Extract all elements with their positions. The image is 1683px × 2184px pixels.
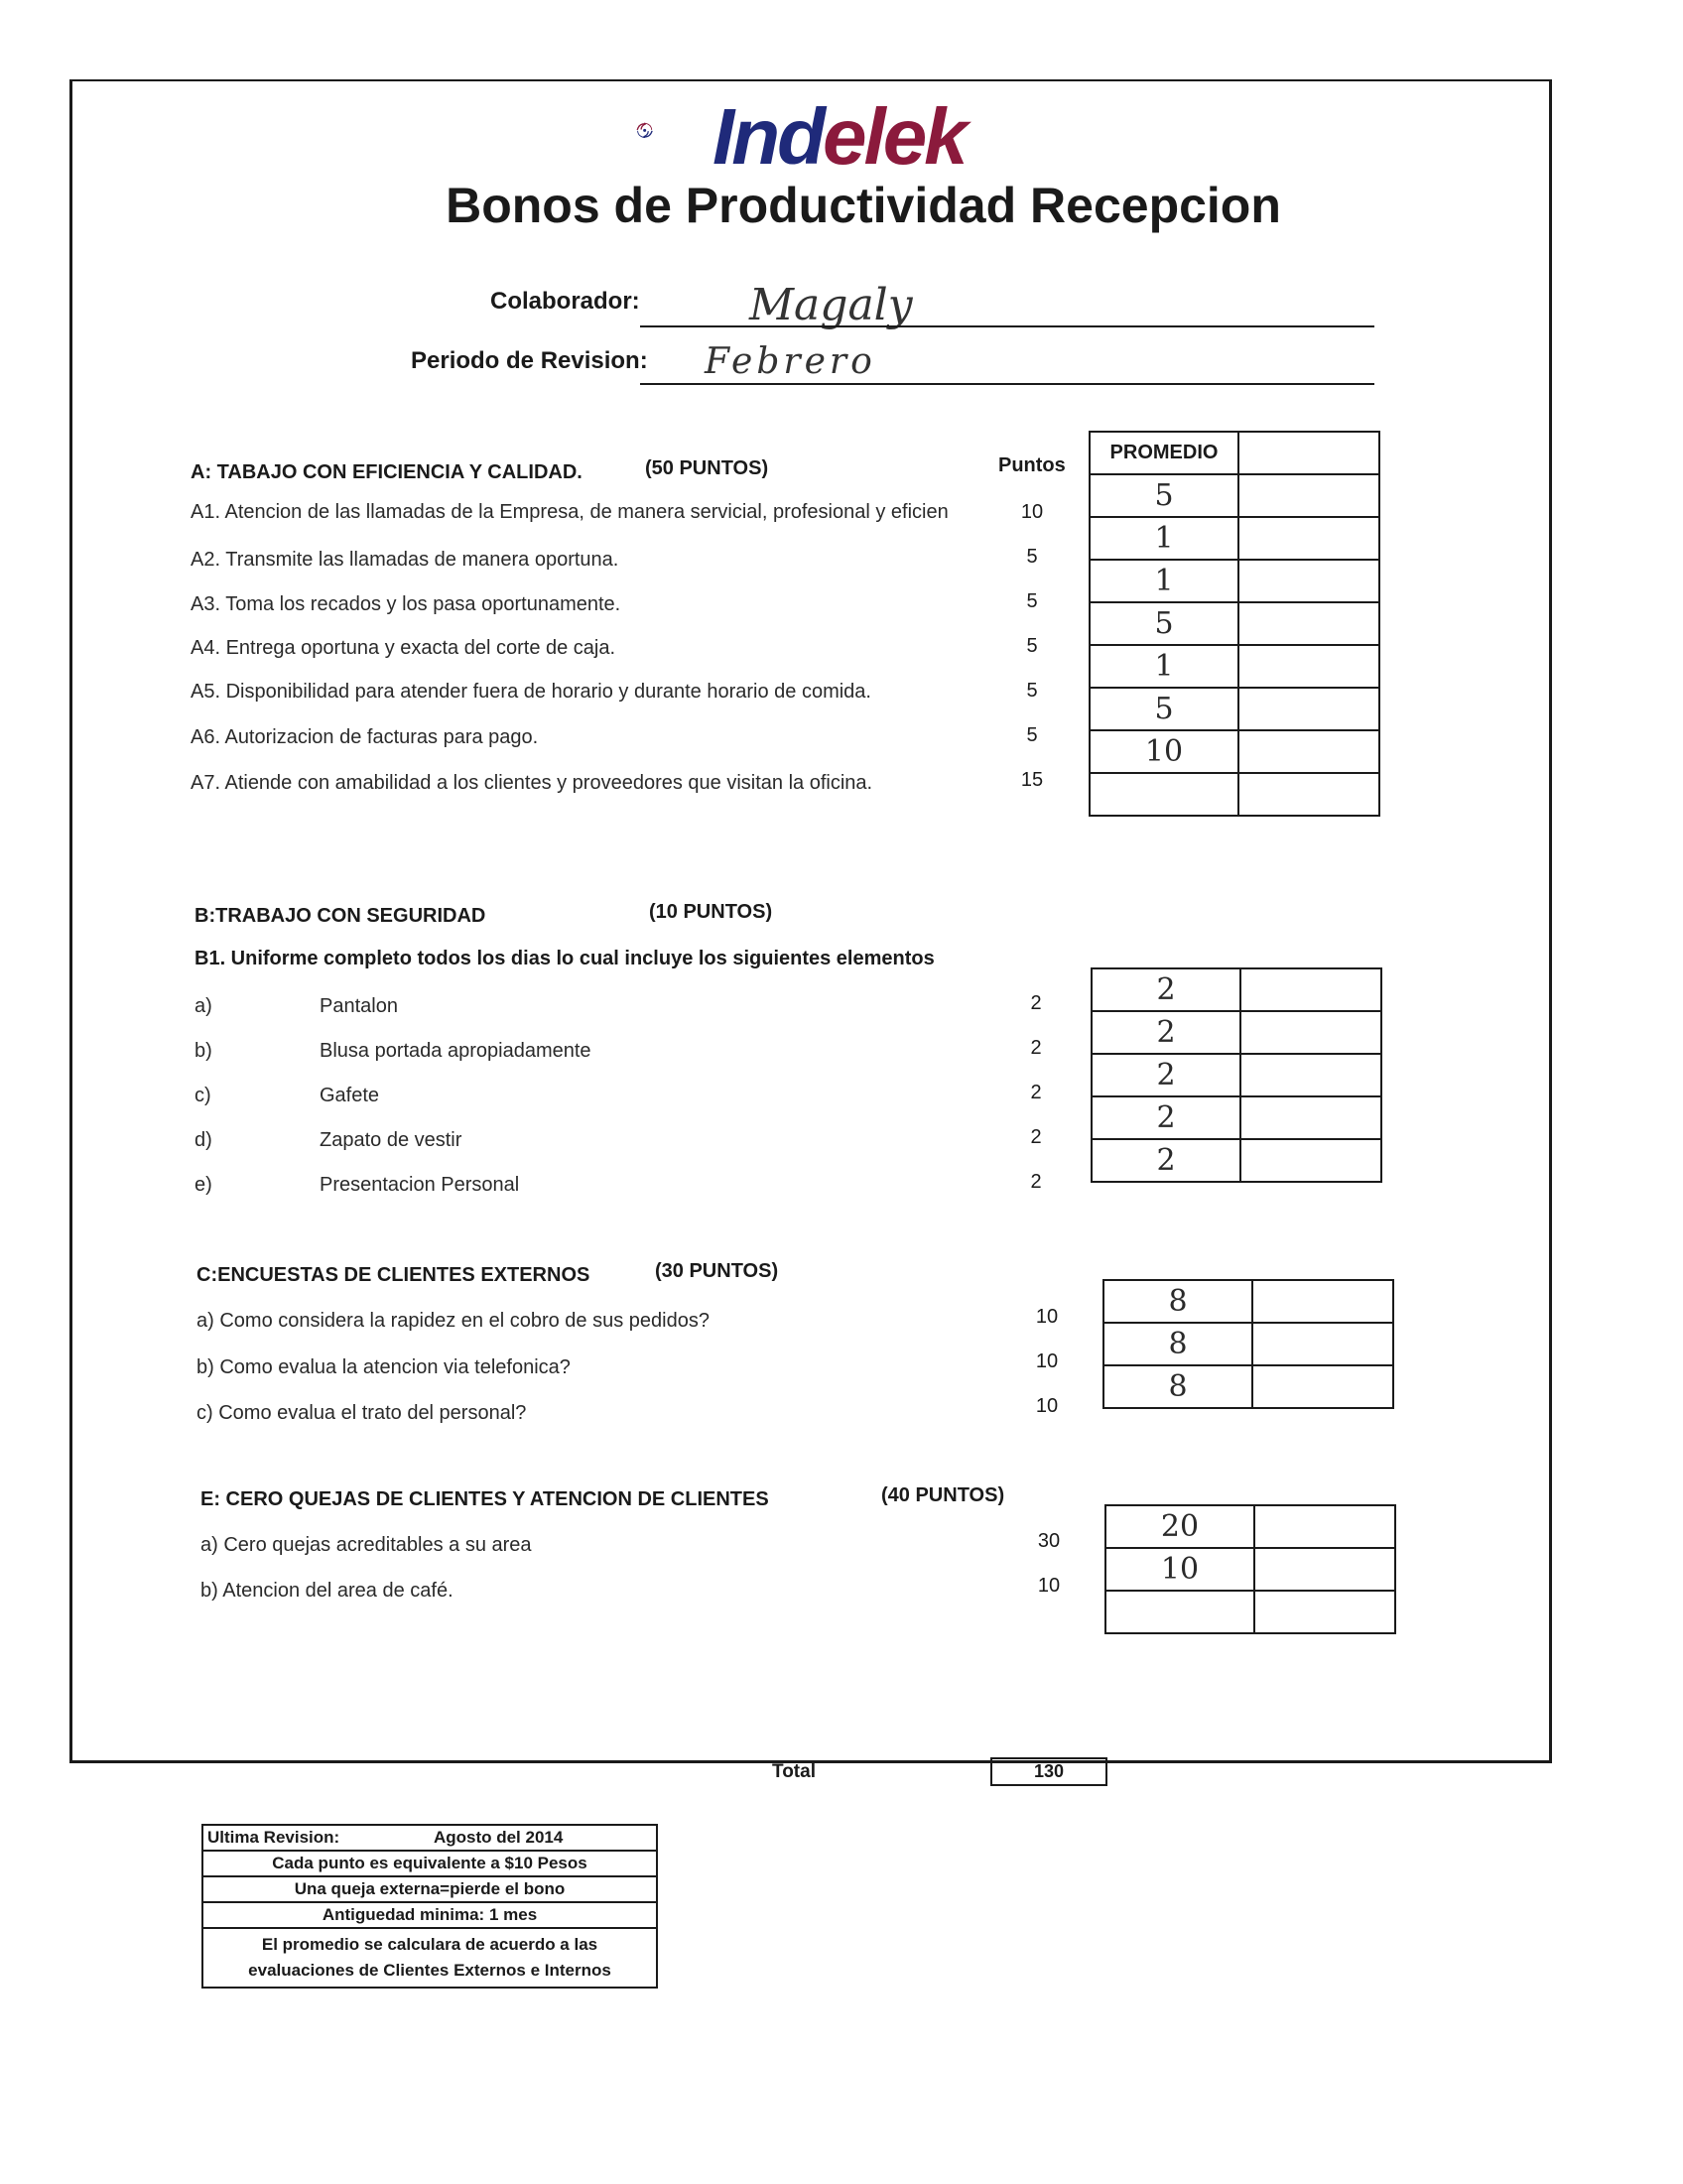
section-b-pts: 2 <box>1030 1171 1042 1193</box>
score-cell[interactable]: 10 <box>1090 730 1238 773</box>
info-box <box>201 1824 658 1989</box>
section-a-item: A3. Toma los recados y los pasa oportunamente. <box>191 593 621 615</box>
section-b-letter: c) <box>194 1085 211 1106</box>
periodo-label: Periodo de Revision: <box>411 347 648 374</box>
section-a-score-table <box>1089 431 1380 817</box>
section-a-title: A: TABAJO CON EFICIENCIA Y CALIDAD. <box>191 461 583 483</box>
section-a-pts: 10 <box>1020 501 1044 523</box>
section-a-points: (50 PUNTOS) <box>645 457 769 479</box>
section-b-letter: e) <box>194 1174 212 1196</box>
score-cell[interactable]: 8 <box>1103 1280 1252 1323</box>
section-a-item: A5. Disponibilidad para atender fuera de horario y durante horario de comida. <box>191 681 871 703</box>
score-cell[interactable]: 2 <box>1092 1054 1240 1096</box>
section-a-pts: 5 <box>1026 546 1038 568</box>
score-cell[interactable]: 5 <box>1090 688 1238 730</box>
section-b-pts: 2 <box>1030 992 1042 1014</box>
info-line: Una queja externa=pierde el bono <box>202 1876 657 1902</box>
score-cell[interactable]: 10 <box>1105 1548 1254 1591</box>
section-a-pts: 5 <box>1026 680 1038 702</box>
section-c-score-table <box>1102 1279 1394 1409</box>
score-cell[interactable]: 1 <box>1090 560 1238 602</box>
colaborador-underline <box>640 325 1374 327</box>
section-b-title: B:TRABAJO CON SEGURIDAD <box>194 905 486 927</box>
score-cell[interactable]: 20 <box>1105 1505 1254 1548</box>
score-cell[interactable]: 2 <box>1092 968 1240 1011</box>
score-cell[interactable]: 2 <box>1092 1011 1240 1054</box>
promedio-header: PROMEDIO <box>1090 432 1238 474</box>
section-a-item: A6. Autorizacion de facturas para pago. <box>191 726 539 748</box>
section-a-pts: 5 <box>1026 724 1038 746</box>
puntos-header: Puntos <box>998 454 1066 476</box>
section-e-pts: 10 <box>1037 1575 1061 1597</box>
section-b-points: (10 PUNTOS) <box>649 901 773 923</box>
section-c-pts: 10 <box>1035 1306 1059 1328</box>
ultima-revision-label: Ultima Revision: <box>207 1828 340 1847</box>
section-b-score-table <box>1091 967 1382 1183</box>
section-e-title: E: CERO QUEJAS DE CLIENTES Y ATENCION DE CLIENTES <box>200 1488 769 1510</box>
total-value: 130 <box>990 1757 1107 1786</box>
section-a-item: A4. Entrega oportuna y exacta del corte de caja. <box>191 637 616 659</box>
info-line: Antiguedad minima: 1 mes <box>202 1902 657 1928</box>
score-cell[interactable]: 1 <box>1090 517 1238 560</box>
section-b-letter: d) <box>194 1129 212 1151</box>
info-line: El promedio se calculara de acuerdo a las <box>261 1935 598 1954</box>
colaborador-label: Colaborador: <box>490 288 640 315</box>
periodo-value[interactable]: Febrero <box>705 341 876 382</box>
score-cell[interactable]: 8 <box>1103 1323 1252 1365</box>
info-line: Cada punto es equivalente a $10 Pesos <box>202 1851 657 1876</box>
score-cell[interactable]: 2 <box>1092 1096 1240 1139</box>
ultima-revision-value: Agosto del 2014 <box>433 1828 564 1847</box>
section-b-pts: 2 <box>1030 1037 1042 1059</box>
section-b-pts: 2 <box>1030 1126 1042 1148</box>
total-label: Total <box>772 1761 816 1782</box>
section-a-item: A1. Atencion de las llamadas de la Empresa, de manera servicial, profesional y eficien <box>191 501 949 523</box>
company-logo-text: Indelek <box>712 92 966 181</box>
section-b-item: Pantalon <box>320 995 398 1017</box>
indelek-logo-icon <box>635 91 724 171</box>
page-title: Bonos de Productividad Recepcion <box>446 178 1281 233</box>
section-b-item: Zapato de vestir <box>320 1129 462 1151</box>
section-a-pts: 5 <box>1026 635 1038 657</box>
section-e-points: (40 PUNTOS) <box>881 1484 1005 1506</box>
section-a-item: A7. Atiende con amabilidad a los clientes y proveedores que visitan la oficina. <box>191 772 873 794</box>
section-e-item: a) Cero quejas acreditables a su area <box>200 1534 532 1556</box>
section-b-item: Presentacion Personal <box>320 1174 520 1196</box>
colaborador-value[interactable]: Magaly <box>749 280 913 330</box>
section-b-subtitle: B1. Uniforme completo todos los dias lo cual incluye los siguientes elementos <box>194 948 935 969</box>
info-line: evaluaciones de Clientes Externos e Internos <box>248 1961 611 1980</box>
periodo-underline <box>640 383 1374 385</box>
section-b-pts: 2 <box>1030 1082 1042 1103</box>
section-e-item: b) Atencion del area de café. <box>200 1580 453 1602</box>
section-a-pts: 5 <box>1026 590 1038 612</box>
section-b-item: Blusa portada apropiadamente <box>320 1040 591 1062</box>
section-c-points: (30 PUNTOS) <box>655 1260 779 1282</box>
section-a-pts: 15 <box>1020 769 1044 791</box>
section-c-title: C:ENCUESTAS DE CLIENTES EXTERNOS <box>196 1264 590 1286</box>
score-cell[interactable]: 5 <box>1090 474 1238 517</box>
score-cell[interactable]: 1 <box>1090 645 1238 688</box>
section-b-item: Gafete <box>320 1085 380 1106</box>
section-e-pts: 30 <box>1037 1530 1061 1552</box>
section-c-item: a) Como considera la rapidez en el cobro de sus pedidos? <box>196 1310 710 1332</box>
score-cell[interactable]: 2 <box>1092 1139 1240 1182</box>
section-e-score-table <box>1104 1504 1396 1634</box>
section-a-item: A2. Transmite las llamadas de manera oportuna. <box>191 549 619 571</box>
section-b-letter: a) <box>194 995 212 1017</box>
score-cell[interactable]: 5 <box>1090 602 1238 645</box>
section-c-item: c) Como evalua el trato del personal? <box>196 1402 527 1424</box>
section-c-item: b) Como evalua la atencion via telefonica? <box>196 1356 571 1378</box>
section-c-pts: 10 <box>1035 1395 1059 1417</box>
score-cell[interactable]: 8 <box>1103 1365 1252 1408</box>
section-c-pts: 10 <box>1035 1350 1059 1372</box>
section-b-letter: b) <box>194 1040 212 1062</box>
